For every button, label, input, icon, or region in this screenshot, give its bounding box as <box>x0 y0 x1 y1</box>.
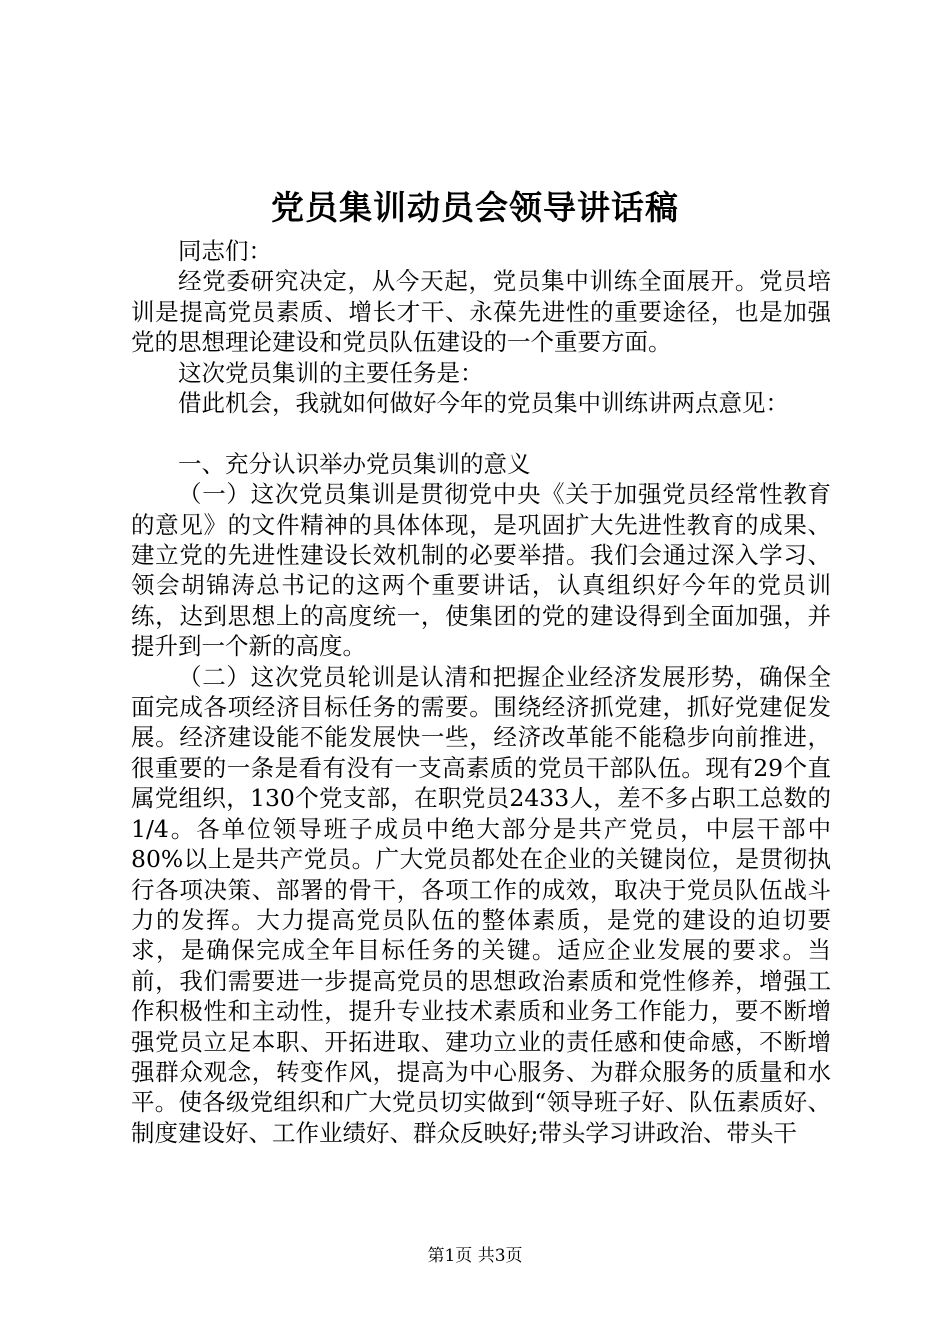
section-paragraph-1: （一）这次党员集训是贯彻党中央《关于加强党员经常性教育的意见》的文件精神的具体体现，是巩固扩大先进性教育的成果、建立党的先进性建设长效机制的必要举措。我们会通过深入学习、领会胡锦涛总书记的这两个重要讲话，认真组织好今年的党员训练，达到思想上的高度统一，使集团的党的建设得到全面加强，并提升到一个新的高度。 <box>131 480 831 661</box>
opinion-paragraph: 借此机会，我就如何做好今年的党员集中训练讲两点意见： <box>178 389 789 418</box>
section-paragraph-2: （二）这次党员轮训是认清和把握企业经济发展形势，确保全面完成各项经济目标任务的需要。围绕经济抓党建，抓好党建促发展。经济建设能不能发展快一些，经济改革能不能稳步向前推进，很重要的一条是看有没有一支高素质的党员干部队伍。现有29个直属党组织，130个党支部，在职党员2433人，差不多占职工总数的1/4。各单位领导班子成员中绝大部分是共产党员，中层干部中80%以上是共产党员。广大党员都处在企业的关键岗位，是贯彻执行各项决策、部署的骨干，各项工作的成效，取决于党员队伍战斗力的发挥。大力提高党员队伍的整体素质，是党的建设的迫切要求，是确保完成全年目标任务的关键。适应企业发展的要求。当前，我们需要进一步提高党员的思想政治素质和党性修养，增强工作积极性和主动性，提升专业技术素质和业务工作能力，要不断增强党员立足本职、开拓进取、建功立业的责任感和使命感，不断增强群众观念，转变作风，提高为中心服务、为群众服务的质量和水平。使各级党组织和广大党员切实做到“领导班子好、队伍素质好、制度建设好、工作业绩好、群众反映好;带头学习讲政治、带头干 <box>131 662 831 1147</box>
salutation: 同志们： <box>178 237 272 265</box>
document-body <box>131 236 831 1148</box>
section-heading: 一、充分认识举办党员集训的意义 <box>178 449 531 478</box>
intro-paragraph: 经党委研究决定，从今天起，党员集中训练全面展开。党员培训是提高党员素质、增长才干、永葆先进性的重要途径，也是加强党的思想理论建设和党员队伍建设的一个重要方面。 <box>131 267 831 357</box>
task-paragraph: 这次党员集训的主要任务是： <box>178 358 484 387</box>
document-title: 党员集训动员会领导讲话稿 <box>271 188 679 227</box>
page-footer: 第1页 共3页 <box>427 1246 523 1266</box>
blank-line <box>131 418 831 448</box>
